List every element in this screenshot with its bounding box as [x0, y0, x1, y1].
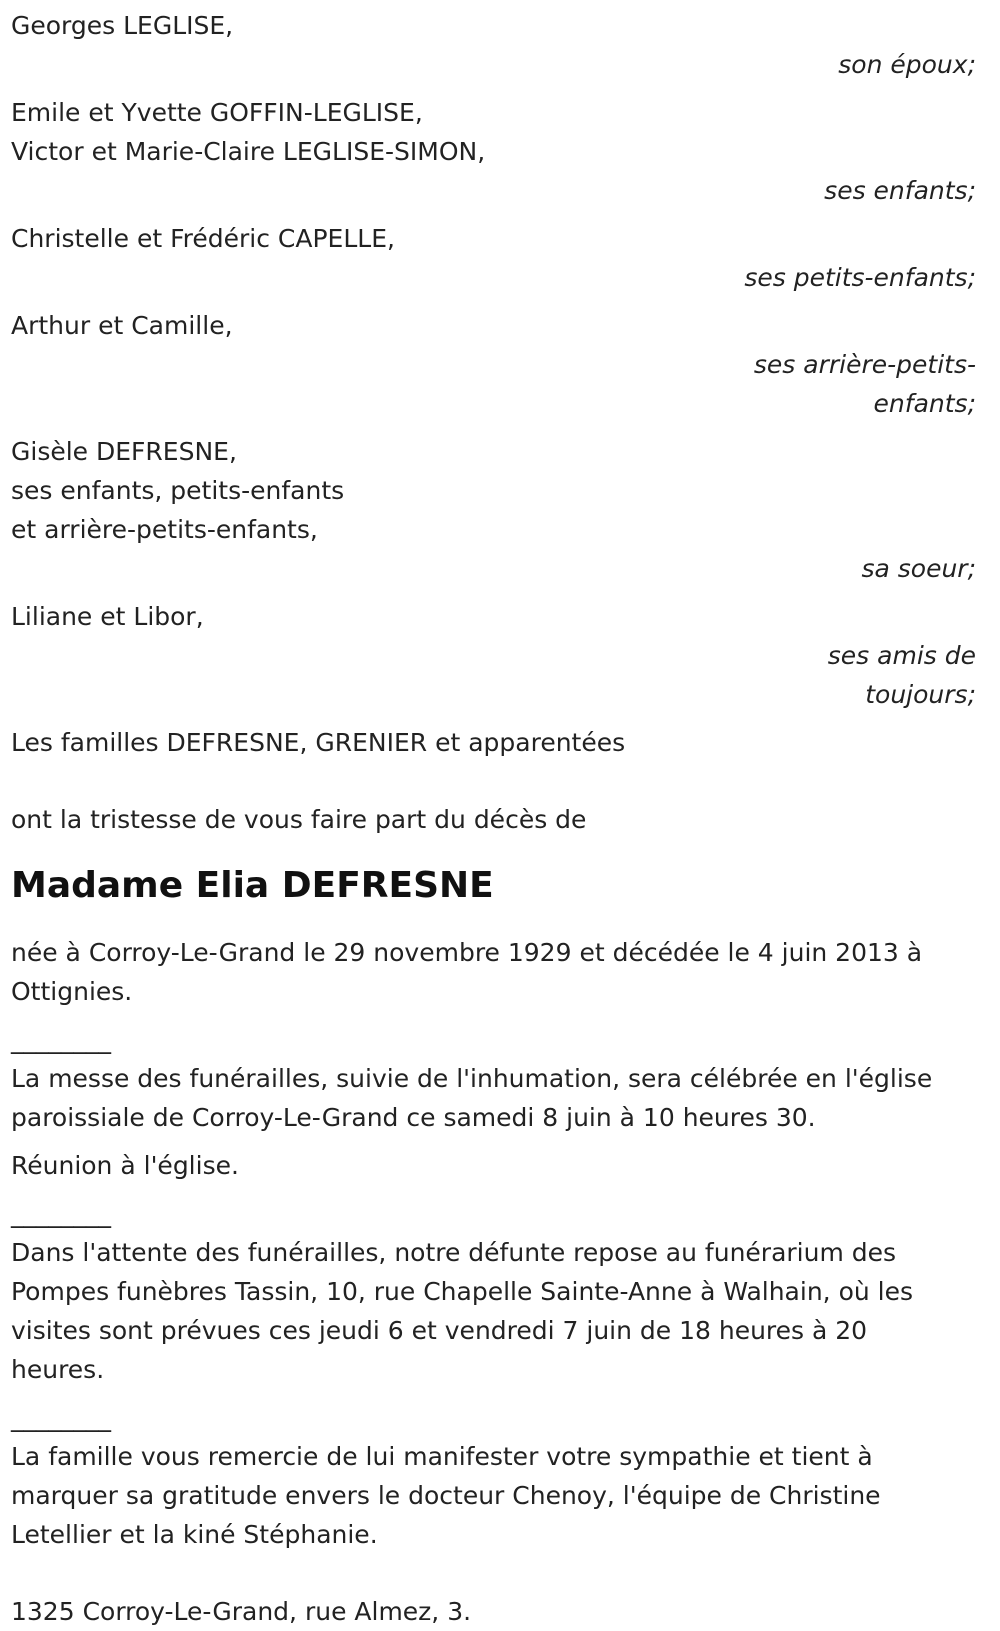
announcement-text: ont la tristesse de vous faire part du décès de — [11, 805, 587, 834]
family-member: Georges LEGLISE, — [11, 11, 234, 40]
family-member: et arrière-petits-enfants, — [11, 515, 318, 544]
relation-label: enfants; — [873, 389, 976, 418]
family-member: Emile et Yvette GOFFIN-LEGLISE, — [11, 98, 423, 127]
paragraph-line: Dans l'attente des funérailles, notre défunte repose au funérarium des — [11, 1238, 897, 1267]
paragraph-line: La famille vous remercie de lui manifester votre sympathie et tient à — [11, 1442, 873, 1471]
relation-label: ses petits-enfants; — [744, 263, 976, 292]
family-member: Victor et Marie-Claire LEGLISE-SIMON, — [11, 137, 486, 166]
family-member: Liliane et Libor, — [11, 602, 204, 631]
paragraph-line: paroissiale de Corroy-Le-Grand ce samedi 8 juin à 10 heures 30. — [11, 1103, 816, 1132]
relation-label: toujours; — [865, 680, 976, 709]
paragraph-line: marquer sa gratitude envers le docteur Chenoy, l'équipe de Christine — [11, 1481, 881, 1510]
thanks-paragraph — [11, 1437, 976, 1554]
birth-death-paragraph — [11, 933, 976, 1011]
family-member: Les familles DEFRESNE, GRENIER et apparentées — [11, 728, 626, 757]
separator-line: ________ — [11, 1025, 111, 1054]
paragraph-line: Letellier et la kiné Stéphanie. — [11, 1520, 378, 1549]
relation-label: sa soeur; — [861, 554, 976, 583]
paragraph-line: heures. — [11, 1355, 105, 1384]
mass-paragraph — [11, 1059, 976, 1137]
separator-line: ________ — [11, 1199, 111, 1228]
family-grandchildren — [11, 219, 976, 297]
family-spouse — [11, 6, 976, 84]
paragraph-line: née à Corroy-Le-Grand le 29 novembre 1929 et décédée le 4 juin 2013 à — [11, 938, 923, 967]
paragraph-line: Ottignies. — [11, 977, 133, 1006]
deceased-name: Madame Elia DEFRESNE — [11, 865, 494, 906]
family-member: Gisèle DEFRESNE, — [11, 437, 237, 466]
relation-label: son époux; — [838, 50, 976, 79]
visit-paragraph — [11, 1233, 976, 1389]
family-member: Christelle et Frédéric CAPELLE, — [11, 224, 395, 253]
paragraph-line: La messe des funérailles, suivie de l'inhumation, sera célébrée en l'église — [11, 1064, 933, 1093]
family-sister — [11, 432, 976, 588]
address-text: 1325 Corroy-Le-Grand, rue Almez, 3. — [11, 1597, 472, 1626]
family-great-grandchildren — [11, 306, 976, 423]
family-member: Arthur et Camille, — [11, 311, 233, 340]
family-member: ses enfants, petits-enfants — [11, 476, 345, 505]
paragraph-line: visites sont prévues ces jeudi 6 et vendredi 7 juin de 18 heures à 20 — [11, 1316, 868, 1345]
paragraph-line: Pompes funèbres Tassin, 10, rue Chapelle Sainte-Anne à Walhain, où les — [11, 1277, 914, 1306]
meeting-text: Réunion à l'église. — [11, 1151, 239, 1180]
family-children — [11, 93, 976, 210]
relation-label: ses enfants; — [824, 176, 976, 205]
separator-line: ________ — [11, 1403, 111, 1432]
family-friends — [11, 597, 976, 714]
relation-label: ses amis de — [827, 641, 976, 670]
relation-label: ses arrière-petits- — [753, 350, 976, 379]
